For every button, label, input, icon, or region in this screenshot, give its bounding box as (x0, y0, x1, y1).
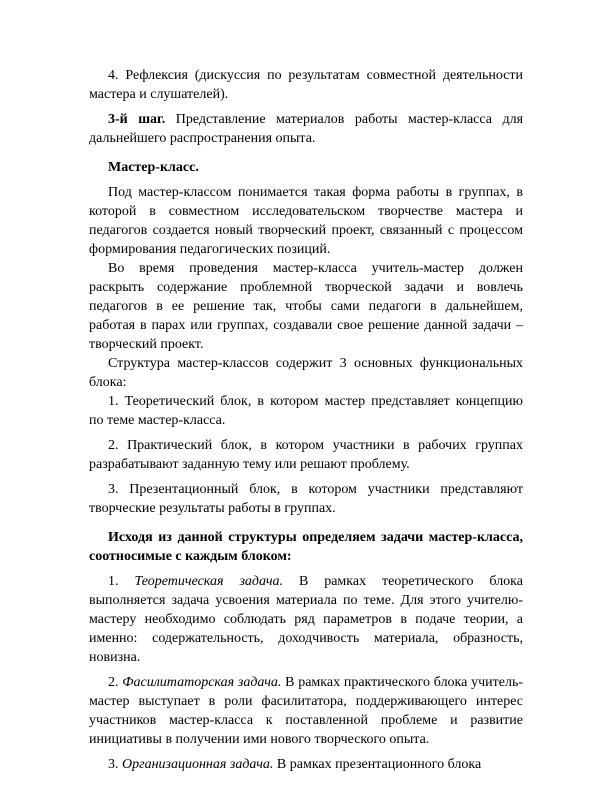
list-item-theory-block: 1. Теоретический блок, в котором мастер представляет концепцию по теме мастер-класса. (89, 394, 523, 428)
task-organizational (89, 755, 523, 774)
task-number: 2. (108, 675, 123, 690)
heading-tasks-text: Исходя из данной структуры определяем задачи мастер-класса, соотносимые с каждым блоком: (89, 530, 523, 564)
list-item-practice-block: 2. Практический блок, в котором участники в рабочих группах разрабатывают заданную тему или решают проблему. (89, 438, 523, 472)
task-number: 3. (108, 757, 122, 772)
paragraph-step-3 (89, 110, 523, 148)
list-item-presentation-block: 3. Презентационный блок, в котором участники представляют творческие результаты работы в группах. (89, 482, 523, 516)
paragraph-conduct: Во время проведения мастер-класса учитель-мастер должен раскрыть содержание проблемной творческой задачи и вовлечь педагогов в ее решение так, чтобы сами педагоги в дальнейшем, работая в парах или группах, создавали свое решение данной задачи – творческий проект. (89, 261, 523, 352)
task-number: 1. (108, 574, 135, 589)
paragraph-structure: Структура мастер-классов содержит 3 основных функциональных блока: (89, 356, 523, 390)
heading-master-class (89, 158, 523, 177)
document-page (89, 66, 523, 774)
step-3-text: Представление материалов работы мастер-класса для дальнейшего распространения опыта. (89, 112, 524, 146)
task-organizational-title: Организационная задача. (122, 757, 274, 772)
step-3-label: 3-й шаг. (108, 112, 166, 127)
paragraph-definition: Под мастер-классом понимается такая форма работы в группах, в которой в совместном исследовательском творчестве мастера и педагогов создается новый творческий проект, связанный с процессом формирования педагогических позиций. (89, 185, 523, 257)
task-theoretical-text: В рамках теоретического блока выполняется задача усвоения материала по теме. Для этого учителю-мастеру необходимо соблюдать ряд параметров в подаче теории, а именно: содержательность, доходчивость материала, образность, новизна. (89, 574, 523, 665)
paragraph-reflection: 4. Рефлексия (дискуссия по результатам совместной деятельности мастера и слушателей). (89, 68, 523, 102)
task-facilitator-title: Фасилитаторская задача. (122, 675, 282, 690)
task-theoretical (89, 572, 523, 667)
task-facilitator-text: В рамках практического блока учитель-мастер выступает в роли фасилитатора, поддерживающего интерес участников мастер-класса к поставленной проблеме и развитие инициативы в получении ими нового творческого опыта. (89, 675, 523, 747)
task-organizational-text: В рамках презентационного блока (273, 757, 482, 772)
task-facilitator (89, 673, 523, 749)
heading-master-class-text: Мастер-класс. (108, 160, 199, 175)
heading-tasks (89, 528, 523, 566)
task-theoretical-title: Теоретическая задача. (134, 574, 283, 589)
